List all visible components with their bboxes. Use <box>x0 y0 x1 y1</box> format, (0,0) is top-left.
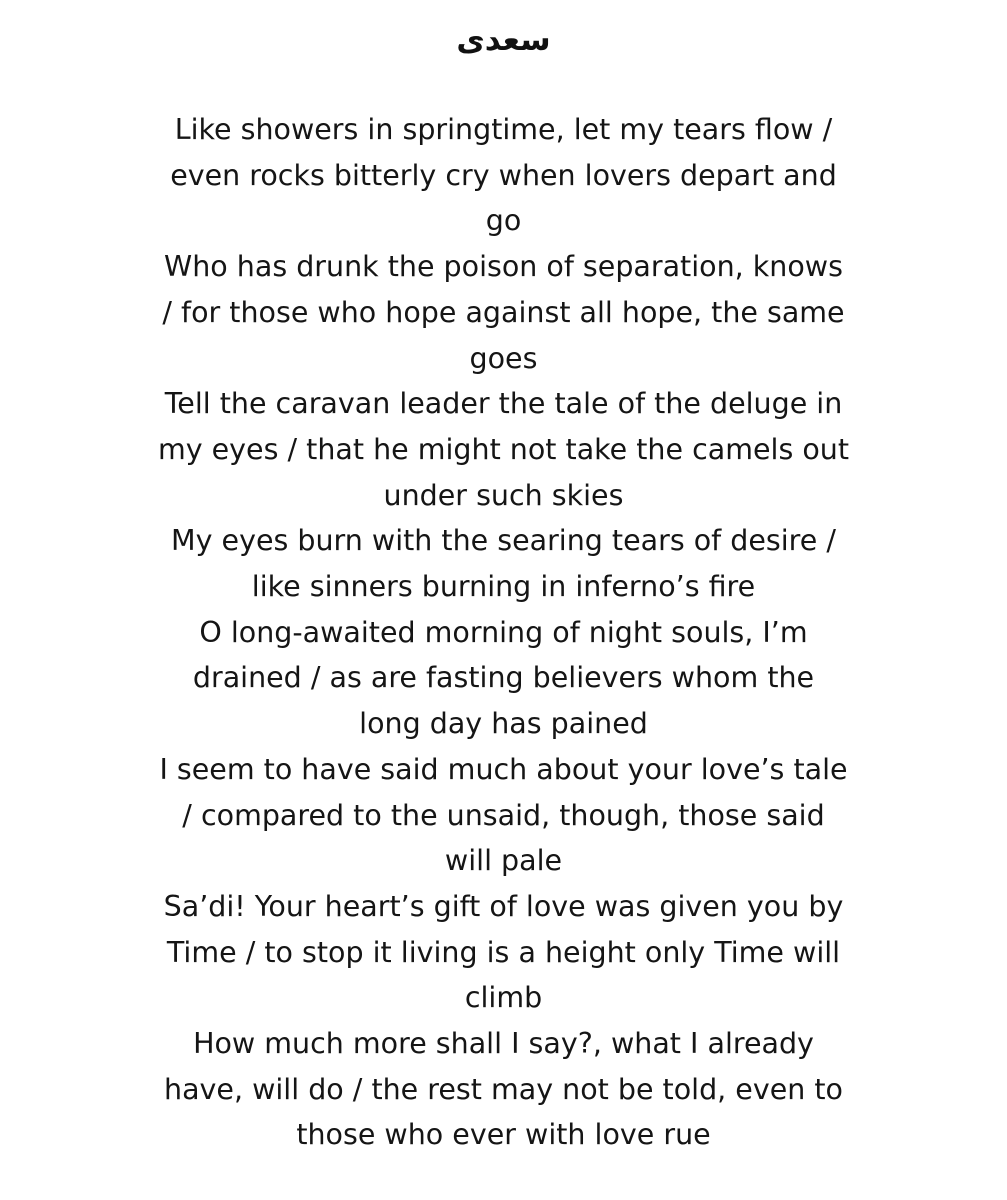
verse-line: / compared to the unsaid, though, those said <box>182 798 825 832</box>
verse-line: / for those who hope against all hope, the same <box>162 295 845 329</box>
verse-line: My eyes burn with the searing tears of desire / <box>171 524 836 558</box>
verse-2 <box>0 244 1007 381</box>
verse-4 <box>0 518 1007 609</box>
verse-line: my eyes / that he might not take the camels out <box>157 432 850 466</box>
verse-line: have, will do / the rest may not be told, even to <box>164 1072 843 1106</box>
verse-5 <box>0 610 1007 747</box>
verse-line: drained / as are fasting believers whom the <box>192 661 815 695</box>
verse-line: like sinners burning in inferno’s fire <box>251 570 756 604</box>
poem-title: سعدی <box>456 22 551 58</box>
verse-line: Who has drunk the poison of separation, knows <box>164 250 843 284</box>
verse-line: Like showers in springtime, let my tears flow / <box>174 113 833 146</box>
verse-line: long day has pained <box>359 707 648 741</box>
verse-line: will pale <box>444 844 563 878</box>
verse-6 <box>0 747 1007 884</box>
verse-line: goes <box>469 341 538 375</box>
verse-line: How much more shall I say?, what I already <box>193 1027 814 1061</box>
verse-line: even rocks bitterly cry when lovers depart and <box>170 158 837 192</box>
verse-line: those who ever with love rue <box>296 1118 711 1152</box>
verse-line: I seem to have said much about your love’s tale <box>159 752 848 786</box>
verse-line: climb <box>464 981 543 1015</box>
verse-7 <box>0 884 1007 1021</box>
verse-line: O long-awaited morning of night souls, I’m <box>199 615 808 649</box>
verse-line: Sa’di! Your heart’s gift of love was given you by <box>163 889 844 923</box>
verse-line: Time / to stop it living is a height only Time will <box>166 935 841 969</box>
verse-line: under such skies <box>383 478 624 512</box>
verse-3 <box>0 381 1007 518</box>
verse-1 <box>0 107 1007 244</box>
verse-line: Tell the caravan leader the tale of the deluge in <box>164 387 843 421</box>
verse-line: go <box>485 204 522 238</box>
verse-8 <box>0 1021 1007 1158</box>
poem-body <box>0 107 1007 1158</box>
